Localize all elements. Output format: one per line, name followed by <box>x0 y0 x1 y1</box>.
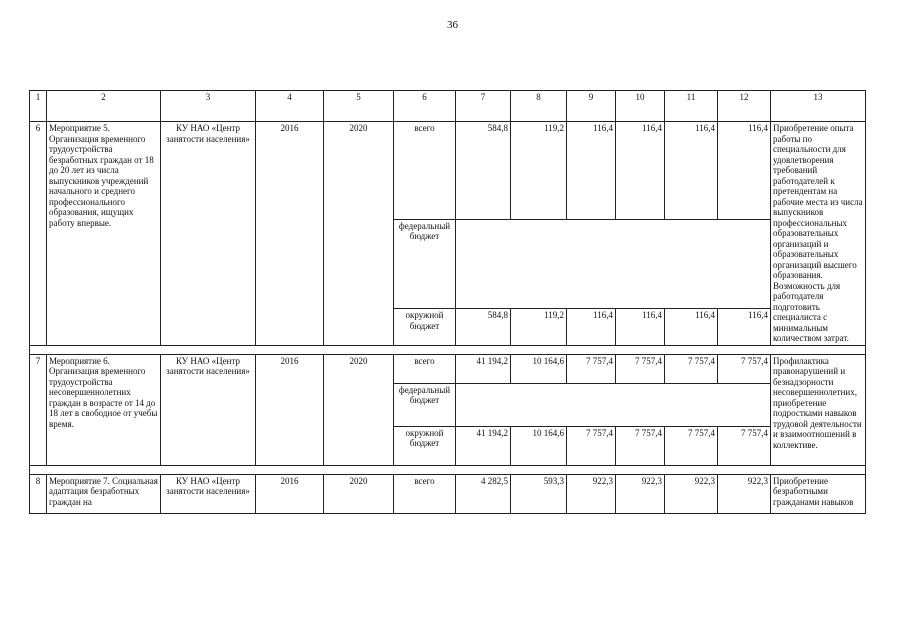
activity-name: Мероприятие 5. Организация временного трудоустройства безработных граждан от 18 до 20 лет из числа выпускников учреждений начального и среднего профессионального образования, ищущих работу впервые. <box>47 122 161 346</box>
table-row <box>30 354 866 383</box>
header-cell: 4 <box>256 91 324 122</box>
expected-result: Профилактика правонарушений и безнадзорности несовершеннолетних, приобретение подростками навыков трудовой деятельности и взаимоотношений в коллективе. <box>771 354 866 465</box>
value-cell: 7 757,4 <box>665 426 718 465</box>
value-cell-empty <box>456 219 771 309</box>
value-cell: 7 757,4 <box>718 426 771 465</box>
executor: КУ НАО «Центр занятости населения» <box>161 122 256 346</box>
header-cell: 12 <box>718 91 771 122</box>
end-year: 2020 <box>324 122 394 346</box>
activity-name: Мероприятие 6. Организация временного трудоустройства несовершеннолетних граждан в возрасте от 14 до 18 лет в свободное от учебы время. <box>47 354 161 465</box>
value-cell: 10 164,6 <box>511 426 567 465</box>
value-cell: 119,2 <box>511 309 567 345</box>
funding-source: всего <box>394 122 456 220</box>
value-cell: 116,4 <box>567 309 616 345</box>
row-separator <box>30 345 866 354</box>
table-row <box>30 122 866 220</box>
value-cell: 7 757,4 <box>718 354 771 383</box>
funding-source: всего <box>394 474 456 513</box>
value-cell: 584,8 <box>456 309 511 345</box>
value-cell: 116,4 <box>665 309 718 345</box>
value-cell: 7 757,4 <box>567 354 616 383</box>
start-year: 2016 <box>256 474 324 513</box>
value-cell: 116,4 <box>616 122 665 220</box>
header-cell: 13 <box>771 91 866 122</box>
executor: КУ НАО «Центр занятости населения» <box>161 354 256 465</box>
row-separator <box>30 465 866 474</box>
value-cell: 10 164,6 <box>511 354 567 383</box>
value-cell: 116,4 <box>665 122 718 220</box>
funding-source: федеральный бюджет <box>394 383 456 426</box>
start-year: 2016 <box>256 122 324 346</box>
table-row <box>30 474 866 513</box>
expected-result: Приобретение опыта работы по специальности для удовлетворения требований работодателей к претендентам на рабочие места из числа выпускников профессиональных образовательных организаций и образовательных организаций высшего образования. Возможность для работодателя подготовить специалиста с минимальным количеством затрат. <box>771 122 866 346</box>
value-cell: 4 282,5 <box>456 474 511 513</box>
value-cell-empty <box>456 383 771 426</box>
executor: КУ НАО «Центр занятости населения» <box>161 474 256 513</box>
header-cell: 3 <box>161 91 256 122</box>
header-cell: 7 <box>456 91 511 122</box>
value-cell: 116,4 <box>718 122 771 220</box>
header-cell: 6 <box>394 91 456 122</box>
row-number: 7 <box>30 354 47 465</box>
value-cell: 116,4 <box>567 122 616 220</box>
value-cell: 922,3 <box>665 474 718 513</box>
value-cell: 7 757,4 <box>616 426 665 465</box>
header-cell: 8 <box>511 91 567 122</box>
program-activities-table <box>29 90 866 514</box>
value-cell: 922,3 <box>616 474 665 513</box>
funding-source: всего <box>394 354 456 383</box>
activity-name: Мероприятие 7. Социальная адаптация безработных граждан на <box>47 474 161 513</box>
value-cell: 119,2 <box>511 122 567 220</box>
funding-source: окружной бюджет <box>394 426 456 465</box>
end-year: 2020 <box>324 474 394 513</box>
header-cell: 10 <box>616 91 665 122</box>
expected-result: Приобретение безработными гражданами навыков <box>771 474 866 513</box>
row-number: 6 <box>30 122 47 346</box>
header-cell: 2 <box>47 91 161 122</box>
funding-source: окружной бюджет <box>394 309 456 345</box>
value-cell: 7 757,4 <box>616 354 665 383</box>
value-cell: 41 194,2 <box>456 354 511 383</box>
header-cell: 5 <box>324 91 394 122</box>
header-row <box>30 91 866 122</box>
funding-source: федеральный бюджет <box>394 219 456 309</box>
value-cell: 116,4 <box>616 309 665 345</box>
header-cell: 11 <box>665 91 718 122</box>
value-cell: 41 194,2 <box>456 426 511 465</box>
value-cell: 7 757,4 <box>567 426 616 465</box>
value-cell: 922,3 <box>567 474 616 513</box>
header-cell: 9 <box>567 91 616 122</box>
value-cell: 922,3 <box>718 474 771 513</box>
header-cell: 1 <box>30 91 47 122</box>
value-cell: 116,4 <box>718 309 771 345</box>
end-year: 2020 <box>324 354 394 465</box>
value-cell: 593,3 <box>511 474 567 513</box>
value-cell: 584,8 <box>456 122 511 220</box>
value-cell: 7 757,4 <box>665 354 718 383</box>
row-number: 8 <box>30 474 47 513</box>
start-year: 2016 <box>256 354 324 465</box>
page-number: 36 <box>447 19 458 31</box>
